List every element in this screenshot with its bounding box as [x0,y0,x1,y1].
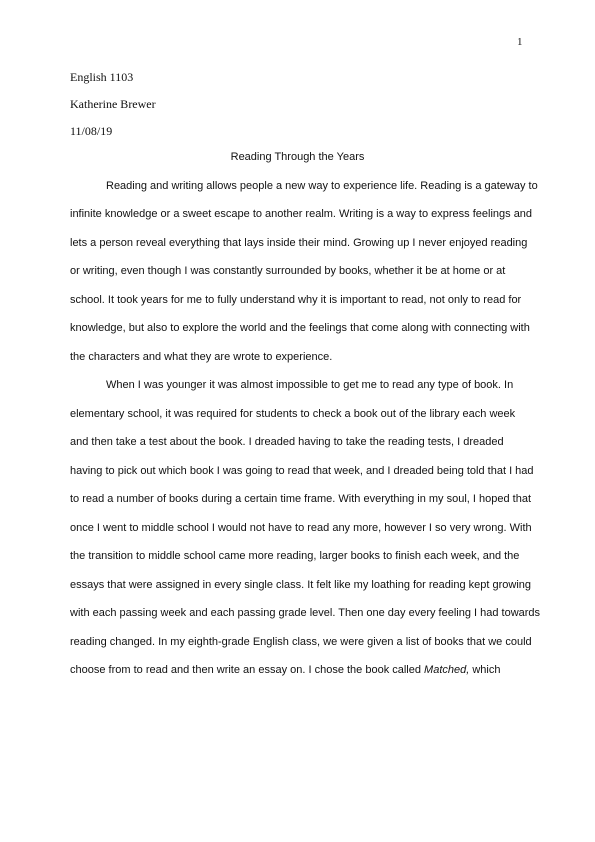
body-text: which [469,664,501,676]
body-line: once I went to middle school I would not have to read any more, however I so very wrong. With [70,522,532,534]
body-line: Reading and writing allows people a new way to experience life. Reading is a gateway to [106,180,538,192]
body-line: infinite knowledge or a sweet escape to another realm. Writing is a way to express feelings and [70,208,533,220]
body-line: or writing, even though I was constantly surrounded by books, whether it be at home or at [70,265,506,277]
essay-title: Reading Through the Years [230,151,365,163]
body-line: with each passing week and each passing grade level. Then one day every feeling I had towards [70,607,541,619]
body-line: the characters and what they are wrote to experience. [70,351,333,363]
body-line: reading changed. In my eighth-grade English class, we were given a list of books that we could [70,636,532,648]
body-line: the transition to middle school came more reading, larger books to finish each week, and the [70,550,520,562]
body-line: lets a person reveal everything that lays inside their mind. Growing up I never enjoyed reading [70,237,528,249]
body-line: knowledge, but also to explore the world and the feelings that come along with connecting with [70,322,530,334]
body-line: and then take a test about the book. I dreaded having to take the reading tests, I dreaded [70,436,504,448]
body-line: When I was younger it was almost impossible to get me to read any type of book. In [106,379,514,391]
body-line: elementary school, it was required for students to check a book out of the library each week [70,408,516,420]
body-line [70,664,500,676]
body-line: to read a number of books during a certain time frame. With everything in my soul, I hoped that [70,493,532,505]
author-name: Katherine Brewer [70,97,156,111]
body-line: essays that were assigned in every single class. It felt like my loathing for reading kept growing [70,579,532,591]
book-title: Matched, [424,664,470,676]
body-line: having to pick out which book I was going to read that week, and I dreaded being told that I had [70,465,534,477]
body-line: school. It took years for me to fully understand why it is important to read, not only to read for [70,294,522,306]
page-number: 1 [517,36,523,48]
body-text: choose from to read and then write an essay on. I chose the book called [70,664,425,676]
essay-date: 11/08/19 [70,124,113,138]
course-name: English 1103 [70,70,134,84]
